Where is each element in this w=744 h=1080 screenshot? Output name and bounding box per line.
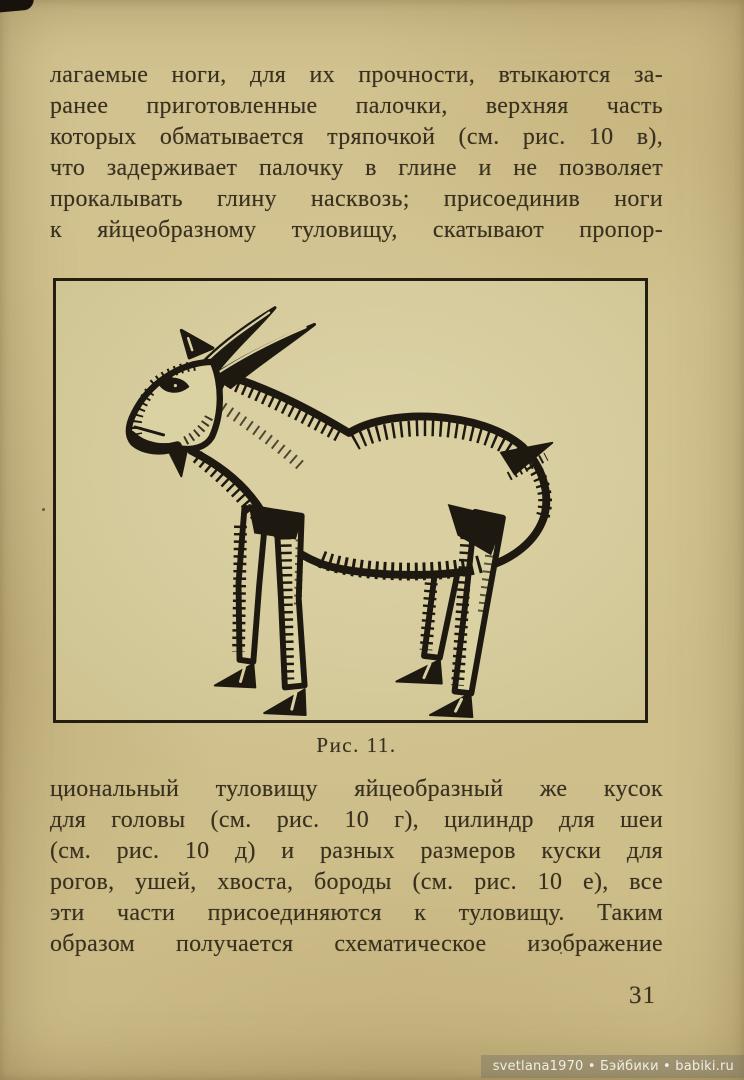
- text-line: для головы (см. рис. 10 г), цилиндр для шеи: [50, 807, 663, 833]
- text-line: рогов, ушей, хвоста, бороды (см. рис. 10 е), все: [50, 869, 663, 895]
- text-line: прокалывать глину насквозь; присоединив ноги: [50, 186, 663, 212]
- figure-frame: [53, 278, 648, 723]
- page-corner-shadow: [0, 0, 35, 13]
- figure-caption: Рис. 11.: [316, 733, 397, 757]
- text-line: что задерживает палочку в глине и не позволяет: [50, 155, 663, 181]
- text-line: которых обматывается тряпочкой (см. рис. 10 в),: [50, 124, 663, 150]
- paper-speck: [42, 508, 45, 511]
- text-line: циональный туловищу яйцеобразный же кусок: [50, 776, 663, 802]
- paragraph-top: [50, 60, 663, 246]
- paragraph-bottom: [50, 774, 663, 960]
- text-line: эти части присоединяются к туловищу. Таким: [50, 900, 663, 926]
- text-line: к яйцеобразному туловищу, скатывают пропор-: [50, 217, 663, 243]
- goat-illustration: [56, 281, 645, 720]
- watermark: svetlana1970 • Бэйбики • babiki.ru: [481, 1055, 744, 1078]
- page-number: 31: [629, 982, 656, 1009]
- text-line: (см. рис. 10 д) и разных размеров куски для: [50, 838, 663, 864]
- text-line: лагаемые ноги, для их прочности, втыкаются за-: [50, 62, 663, 88]
- text-line: ранее приготовленные палочки, верхняя часть: [50, 93, 663, 119]
- text-line: образом получается схематическое изображение: [50, 931, 663, 957]
